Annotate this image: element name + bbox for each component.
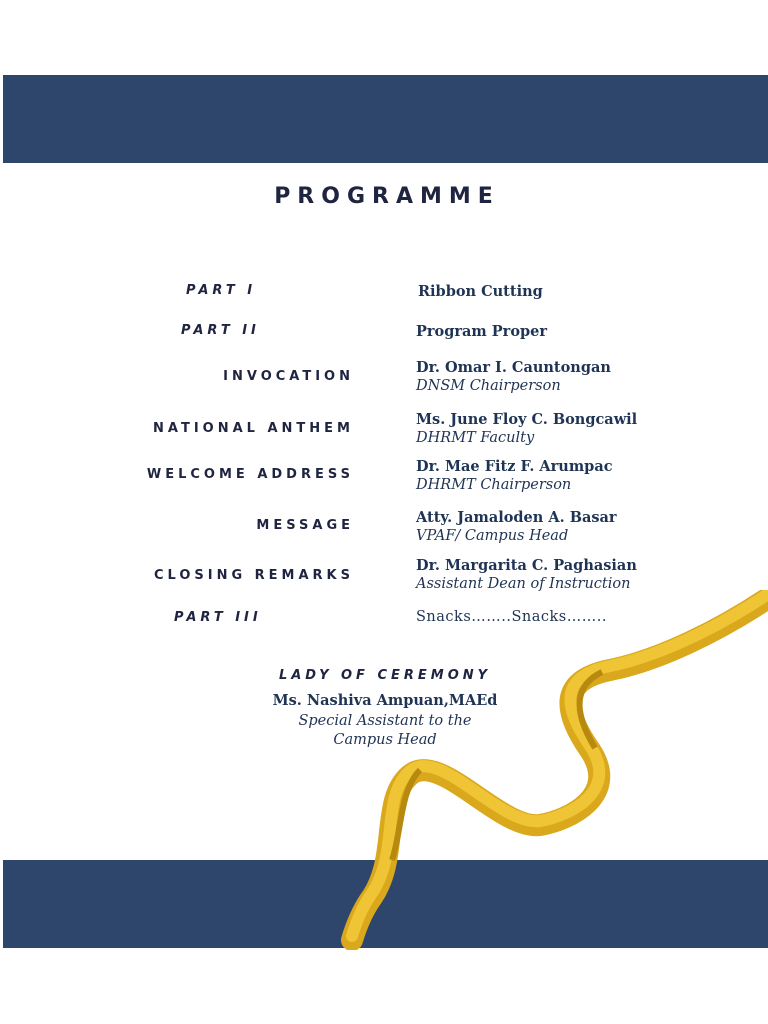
welcome-address-name: Dr. Mae Fitz F. Arumpac [416, 458, 613, 475]
lady-of-ceremony-name: Ms. Nashiva Ampuan,MAEd [272, 692, 498, 709]
part-1-title: Ribbon Cutting [418, 283, 543, 300]
national-anthem-label: NATIONAL ANTHEM [153, 421, 354, 436]
lady-of-ceremony-role [200, 712, 570, 750]
invocation-role: DNSM Chairperson [416, 378, 561, 394]
part-2-label: PART II [181, 323, 260, 338]
closing-remarks-entry [416, 556, 637, 594]
part-3-value: Snacks……..Snacks…….. [416, 609, 607, 625]
lady-of-ceremony-heading: LADY OF CEREMONY [278, 668, 492, 683]
part-2-title: Program Proper [416, 323, 547, 340]
part-3-label: PART III [174, 610, 262, 625]
closing-remarks-name: Dr. Margarita C. Paghasian [416, 557, 637, 574]
part-2-value [416, 322, 547, 341]
message-role: VPAF/ Campus Head [416, 528, 569, 544]
lady-role-line-2: Campus Head [333, 732, 437, 748]
closing-remarks-role: Assistant Dean of Instruction [416, 576, 631, 592]
national-anthem-name: Ms. June Floy C. Bongcawil [416, 411, 638, 428]
national-anthem-entry [416, 410, 637, 448]
part-1-label: PART I [186, 283, 257, 298]
top-banner [3, 75, 768, 163]
message-entry [416, 508, 617, 546]
welcome-address-entry [416, 457, 613, 495]
welcome-address-label: WELCOME ADDRESS [146, 467, 354, 482]
message-label: MESSAGE [256, 518, 354, 533]
welcome-address-role: DHRMT Chairperson [416, 477, 572, 493]
gold-ribbon-decoration [340, 590, 768, 950]
invocation-name: Dr. Omar I. Cauntongan [416, 359, 611, 376]
lady-role-line-1: Special Assistant to the [298, 713, 472, 729]
message-name: Atty. Jamaloden A. Basar [416, 509, 617, 526]
invocation-label: INVOCATION [223, 369, 354, 384]
page-title: PROGRAMME [274, 184, 500, 209]
national-anthem-role: DHRMT Faculty [416, 430, 535, 446]
invocation-entry [416, 358, 611, 396]
part-1-value [418, 282, 543, 301]
closing-remarks-label: CLOSING REMARKS [153, 568, 354, 583]
